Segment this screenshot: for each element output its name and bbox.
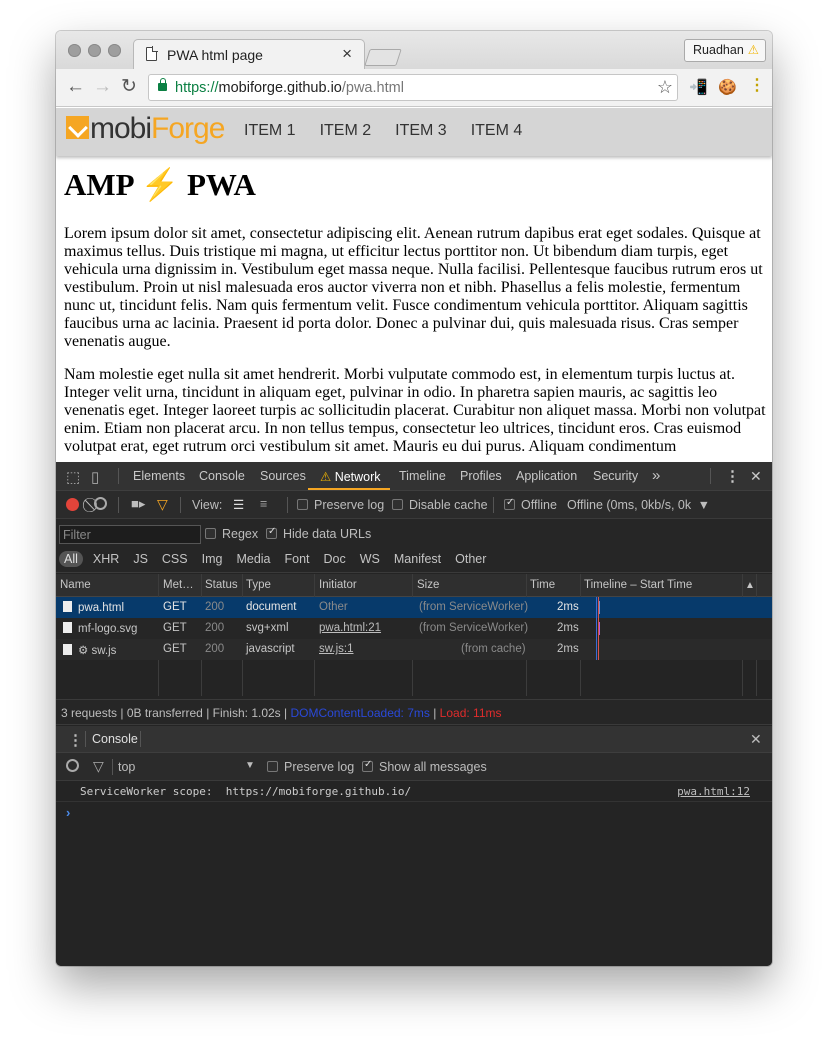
table-header [56, 574, 772, 597]
document-icon [63, 601, 72, 612]
context-select[interactable]: top [118, 760, 136, 774]
paragraph-1: Lorem ipsum dolor sit amet, consectetur adipiscing elit. Aenean rutrum dapibus erat eget sodales. Quisque at maximus tellus. Duis tristique mi magna, ut efficitur lectus porttitor non. Ut bibendum diam turpis, eget vehicula urna dignissim in. Vestibulum eget massa neque. Nulla facilisi. Pellentesque faucibus rutrum eros ut vestibulum. Proin ut nisl malesuada eros auctor viverra non et nibh. Phasellus a felis molestie, fermentum nunc ut, tincidunt felis. Nam quis fermentum velit. Fusce condimentum vehicula porttitor. Aliquam sagittis faucibus urna ac lacinia. Praesent id porta dolor. Donec a pulvinar dui, quis malesuada risus. Cras semper venenatis augue. [64, 225, 763, 350]
devtools-menu-icon[interactable]: ⋮ [725, 468, 740, 485]
warning-icon: ⚠ [320, 470, 332, 484]
network-table [56, 574, 772, 698]
more-tabs-icon[interactable]: » [652, 467, 661, 484]
devtools-close-icon[interactable]: ✕ [750, 468, 762, 484]
filter-bar [56, 519, 772, 573]
table-row[interactable]: pwa.html GET 200 document Other (from ServiceWorker) 2ms [56, 597, 772, 618]
console-toolbar [56, 753, 772, 781]
type-manifest[interactable]: Manifest [393, 552, 442, 566]
resource-type-filters [59, 551, 500, 567]
tab-timeline[interactable]: Timeline [399, 469, 446, 483]
logo-mark-icon [66, 116, 89, 139]
console-message [56, 781, 772, 802]
hide-data-urls-checkbox[interactable]: ✓ Hide data URLs [266, 527, 371, 541]
type-js[interactable]: JS [133, 552, 148, 566]
maximize-window-button[interactable] [108, 44, 121, 57]
bolt-icon: ⚡ [140, 167, 180, 202]
nav-item-4[interactable]: ITEM 4 [470, 122, 523, 139]
document-icon [63, 622, 72, 633]
type-other[interactable]: Other [455, 552, 487, 566]
page-viewport [56, 108, 772, 462]
filter-icon[interactable]: ▽ [157, 496, 168, 512]
overview-icon[interactable]: ≡ [260, 497, 268, 511]
log-source-link[interactable]: pwa.html:12 [677, 785, 750, 798]
new-tab-button[interactable] [364, 49, 402, 66]
nav-item-1[interactable]: ITEM 1 [244, 122, 296, 139]
close-window-button[interactable] [68, 44, 81, 57]
minimize-window-button[interactable] [88, 44, 101, 57]
profile-name: Ruadhan [693, 43, 744, 57]
regex-checkbox[interactable]: Regex [205, 527, 258, 541]
browser-tab[interactable] [133, 39, 365, 69]
dcl-line [596, 597, 597, 660]
tab-title: PWA html page [167, 47, 263, 63]
show-all-messages-checkbox[interactable]: ✓ Show all messages [362, 760, 487, 774]
col-method[interactable]: Met… [163, 579, 194, 591]
type-ws[interactable]: WS [359, 552, 380, 566]
network-toolbar [56, 491, 772, 519]
network-summary: 3 requests | 0B transferred | Finish: 1.02s | DOMContentLoaded: 7ms | Load: 11ms [56, 699, 772, 725]
active-tab-indicator [308, 488, 390, 490]
load-line [598, 597, 599, 660]
extension-cookie-icon[interactable]: 🍪 [718, 79, 737, 96]
table-row[interactable]: mf-logo.svg GET 200 svg+xml pwa.html:21 (from ServiceWorker) 2ms [56, 618, 772, 639]
console-preserve-log-checkbox[interactable]: Preserve log [267, 760, 354, 774]
nav-item-2[interactable]: ITEM 2 [319, 122, 372, 139]
type-css[interactable]: CSS [161, 552, 188, 566]
type-doc[interactable]: Doc [323, 552, 346, 566]
console-drawer-header [56, 726, 772, 753]
reload-icon[interactable]: ↻ [121, 76, 137, 97]
sort-icon[interactable]: ▲ [745, 580, 755, 591]
site-header: mobiForge ITEM 1 ITEM 2 ITEM 3 ITEM 4 [56, 108, 772, 156]
tab-network[interactable]: ⚠ Network [320, 470, 381, 484]
document-icon [63, 644, 72, 655]
title-bar [56, 31, 772, 69]
forward-icon[interactable]: → [93, 76, 112, 97]
page-title: AMP ⚡ PWA [64, 167, 256, 202]
tab-profiles[interactable]: Profiles [460, 469, 502, 483]
drawer-close-icon[interactable]: ✕ [750, 731, 762, 747]
throttle-select[interactable]: Offline (0ms, 0kb/s, 0k ▼ [567, 498, 710, 512]
offline-checkbox[interactable]: ✓ Offline [504, 498, 557, 512]
type-xhr[interactable]: XHR [92, 552, 120, 566]
devtools-tab-bar [56, 462, 772, 491]
lock-icon [158, 83, 167, 91]
back-icon[interactable]: ← [66, 76, 85, 97]
col-timeline[interactable]: Timeline – Start Time [584, 579, 693, 591]
browser-window [56, 31, 772, 966]
device-mode-icon[interactable]: ▯ [91, 469, 100, 486]
list-view-icon[interactable]: ☰ [233, 498, 245, 512]
log-text: ServiceWorker scope: https://mobiforge.github.io/ [80, 785, 412, 798]
browser-menu-icon[interactable]: ⋮ [749, 77, 765, 94]
page-icon [146, 47, 157, 61]
filter-input[interactable]: Filter [59, 525, 201, 544]
col-time[interactable]: Time [530, 579, 556, 591]
camera-icon[interactable]: ■▸ [131, 496, 146, 511]
devtools-panel [56, 462, 772, 966]
console-filter-icon[interactable]: ▽ [93, 758, 104, 774]
context-dropdown-icon[interactable]: ▼ [245, 760, 255, 771]
console-prompt[interactable]: › [66, 805, 71, 820]
paragraph-2: Nam molestie eget nulla sit amet hendrerit. Morbi vulputate commodo est, in elementum turpis luctus at. Integer velit urna, tincidunt in aliquam eget, pulvinar in odio. In pharetra sapien mauris, ac sagittis leo venenatis eget. Integer laoreet turpis ac sollicitudin placerat. Curabitur non aliquet massa. Morbi non volutpat enim. Etiam non placerat arcu. In non tellus tempus, consectetur leo ultrices, tincidunt eros. Cras euismod volutpat erat, eget rutrum orci vestibulum sit amet. Mauris eu dui purus. Aliquam condimentum [64, 366, 766, 455]
tab-sources[interactable]: Sources [260, 469, 306, 483]
inspect-element-icon[interactable]: ⬚ [66, 469, 81, 486]
view-label: View: [192, 498, 223, 512]
col-size[interactable]: Size [417, 579, 440, 591]
record-icon[interactable] [66, 498, 79, 511]
col-status[interactable]: Status [205, 579, 238, 591]
col-name[interactable]: Name [60, 579, 91, 591]
nav-item-3[interactable]: ITEM 3 [395, 122, 447, 139]
tab-elements[interactable]: Elements [133, 469, 186, 483]
bookmark-star-icon[interactable]: ☆ [656, 77, 673, 97]
browser-toolbar [56, 69, 772, 107]
tab-console[interactable]: Console [199, 469, 245, 483]
table-row[interactable]: ⚙ sw.js GET 200 javascript sw.js:1 (from cache) 2ms [56, 639, 772, 660]
drawer-menu-icon[interactable]: ⋮ [68, 732, 83, 749]
tab-close-icon[interactable]: × [342, 44, 352, 63]
tab-application[interactable]: Application [516, 469, 578, 483]
type-font[interactable]: Font [284, 552, 310, 566]
warning-icon: ⚠ [747, 43, 759, 57]
type-img[interactable]: Img [201, 552, 223, 566]
console-tab[interactable]: Console [92, 732, 138, 746]
url-text: https://mobiforge.github.io/pwa.html [175, 80, 404, 96]
col-type[interactable]: Type [246, 579, 271, 591]
tab-security[interactable]: Security [593, 469, 639, 483]
console-output [56, 781, 772, 966]
disable-cache-checkbox[interactable]: Disable cache [392, 498, 488, 512]
preserve-log-checkbox[interactable]: Preserve log [297, 498, 384, 512]
clear-console-icon[interactable] [66, 759, 79, 772]
profile-button[interactable] [684, 39, 766, 62]
site-nav [244, 122, 546, 140]
extension-phone-icon[interactable]: 📲 [689, 79, 708, 96]
address-bar[interactable] [148, 74, 678, 101]
type-all[interactable]: All [59, 551, 83, 567]
type-media[interactable]: Media [236, 552, 271, 566]
col-initiator[interactable]: Initiator [319, 579, 357, 591]
